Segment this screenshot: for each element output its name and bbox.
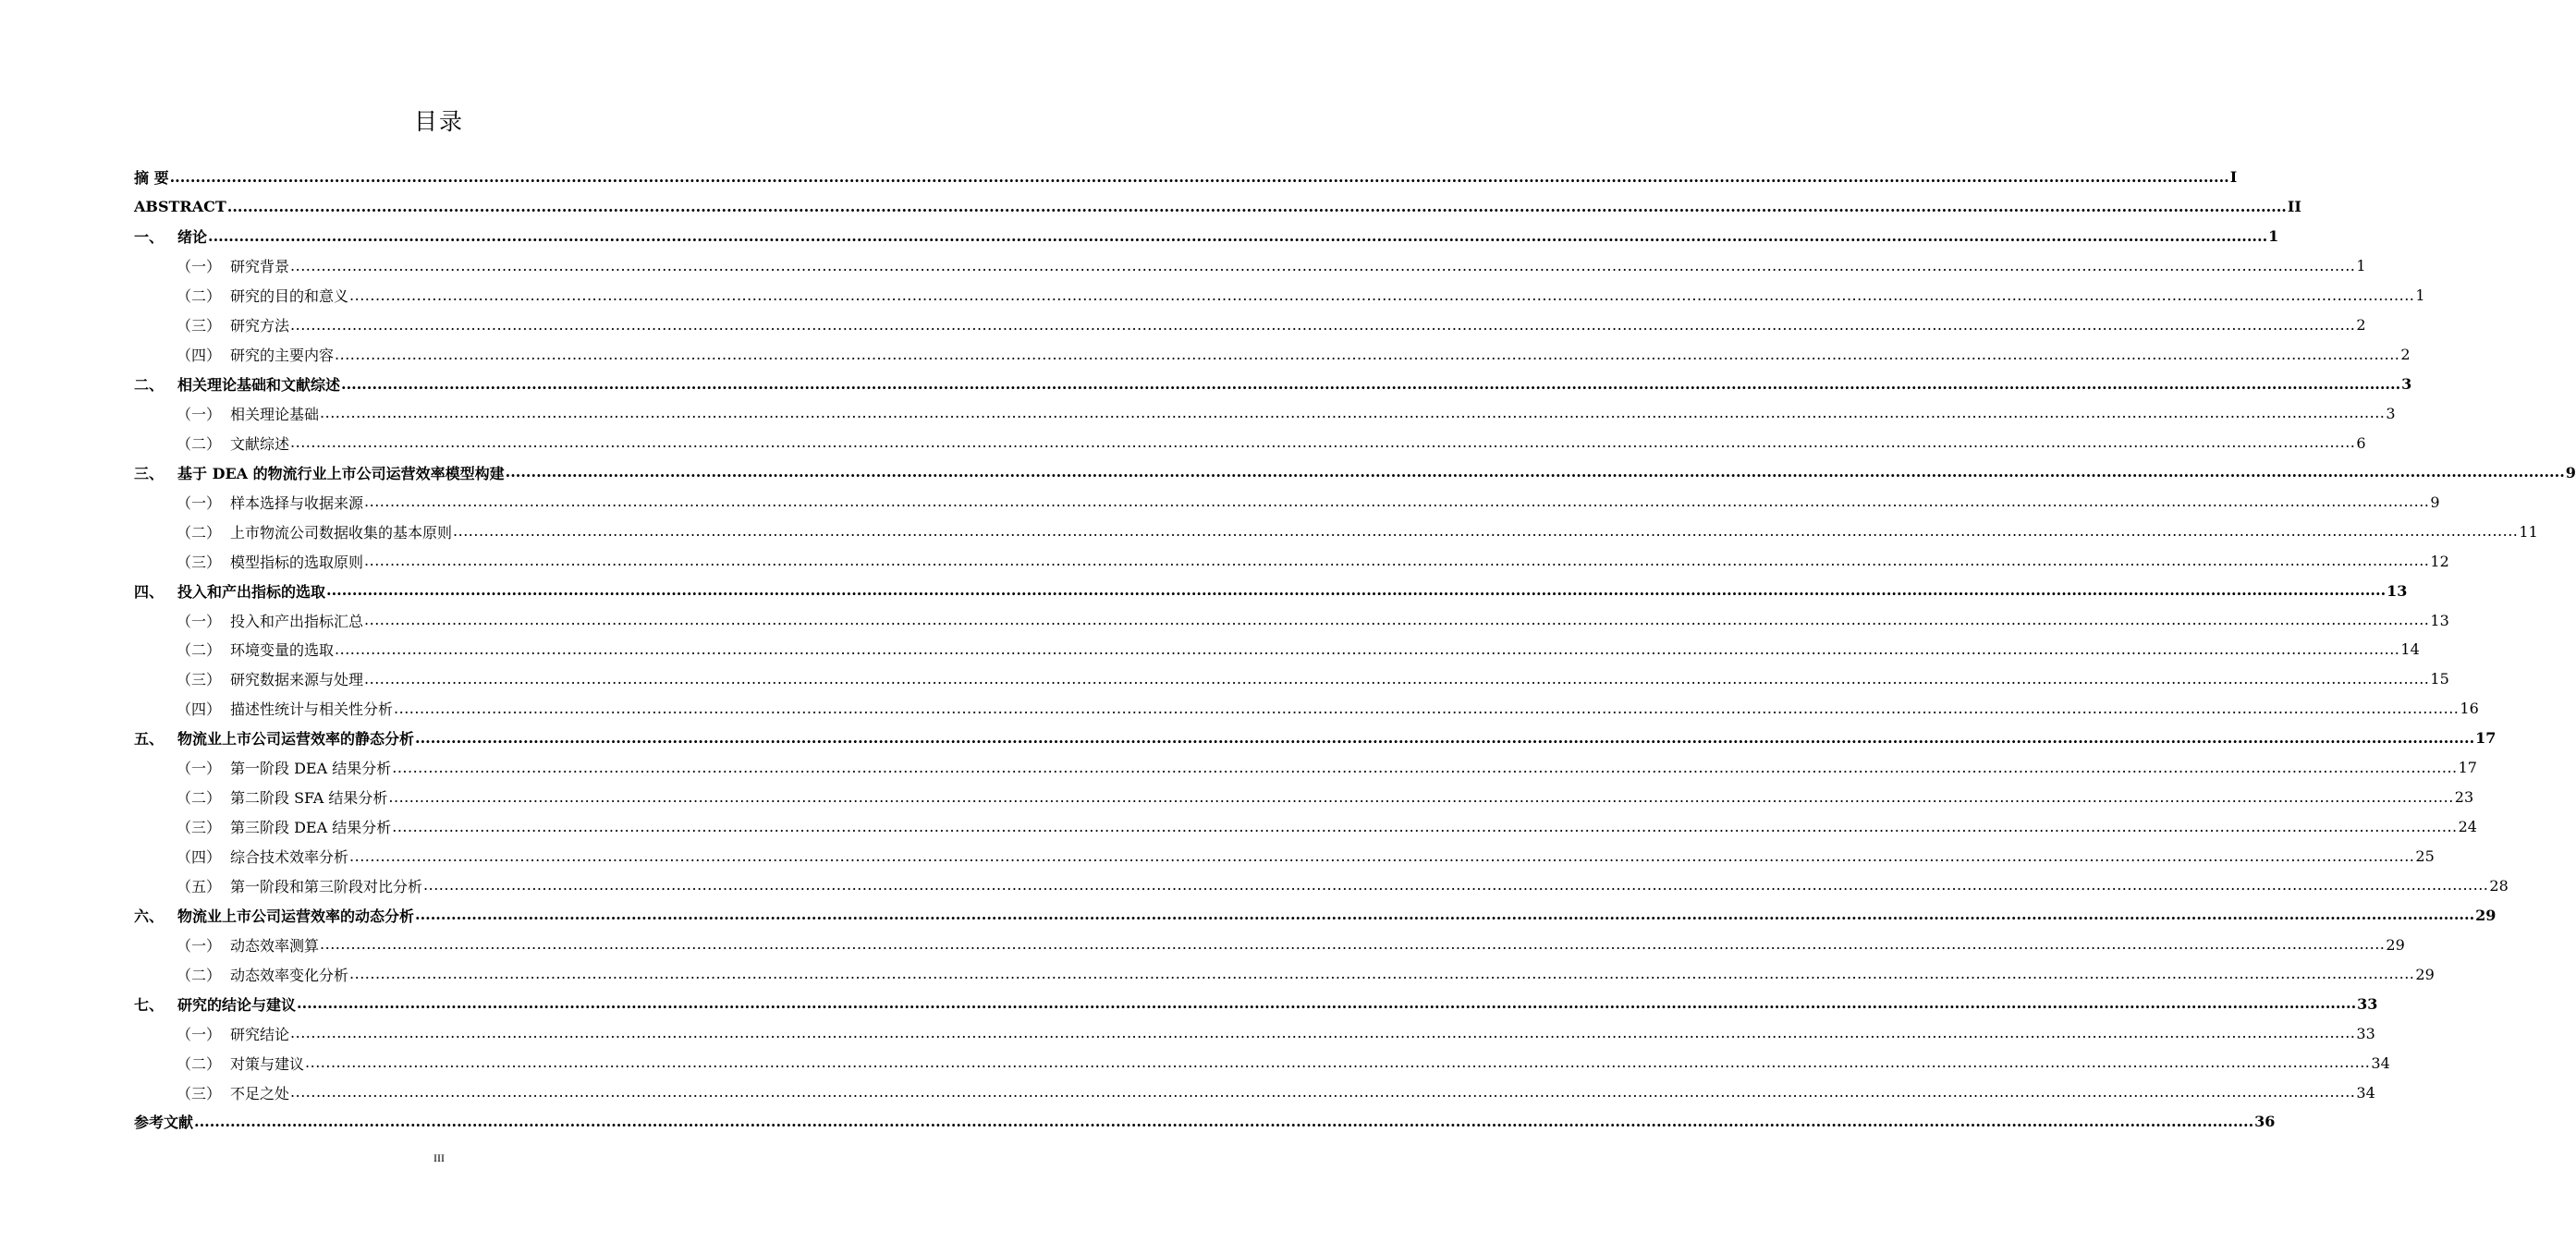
toc-leader-dots: ................................................................................................................................................................................................................................................................................................................................................................................................................ — [392, 817, 2458, 835]
toc-entry-page: 29 — [2475, 906, 2497, 924]
toc-entry-section[interactable] — [134, 959, 2435, 989]
toc-leader-dots: ................................................................................................................................................................................................................................................................................................................................................................................................................ — [290, 1083, 2356, 1102]
toc-entry-title: 第二阶段 SFA 结果分析 — [230, 789, 388, 808]
toc-entry-page: 17 — [2458, 759, 2477, 777]
toc-entry-section[interactable] — [134, 310, 2366, 340]
toc-entry-section[interactable] — [134, 783, 2474, 812]
toc-entry-page: II — [2287, 198, 2301, 216]
toc-entry-page: 28 — [2489, 876, 2509, 895]
toc-entry-page: 3 — [2401, 375, 2412, 394]
toc-entry-number: 七、 — [134, 995, 165, 1014]
toc-entry-chapter[interactable] — [134, 457, 2576, 487]
toc-leader-dots: ................................................................................................................................................................................................................................................................................................................................................................................................................ — [349, 965, 2415, 983]
toc-entry-title: 第一阶段和第三阶段对比分析 — [230, 877, 423, 895]
toc-entry-title: ABSTRACT — [134, 198, 226, 216]
toc-leader-dots: ................................................................................................................................................................................................................................................................................................................................................................................................................ — [290, 315, 2356, 334]
toc-entry-chapter[interactable] — [134, 900, 2497, 930]
toc-entry-number: （二） — [177, 287, 222, 306]
toc-entry-section[interactable] — [134, 930, 2405, 959]
toc-entry-number: （二） — [177, 523, 222, 542]
toc-entry-page: 29 — [2386, 935, 2405, 954]
toc-entry-chapter[interactable] — [134, 222, 2279, 251]
toc-entry-title: 相关理论基础和文献综述 — [177, 376, 341, 395]
toc-entry-number: （二） — [177, 434, 222, 453]
toc-entry-number: （三） — [177, 553, 222, 571]
toc-entry-title: 第三阶段 DEA 结果分析 — [230, 819, 392, 837]
toc-entry-page: 29 — [2415, 965, 2435, 983]
toc-entry-title: 研究背景 — [230, 258, 290, 276]
toc-leader-dots: ................................................................................................................................................................................................................................................................................................................................................................................................................ — [349, 846, 2415, 865]
toc-leader-dots: ................................................................................................................................................................................................................................................................................................................................................................................................................ — [305, 1053, 2371, 1072]
toc-entry-section[interactable] — [134, 1048, 2390, 1078]
toc-entry-chapter[interactable] — [134, 370, 2412, 399]
toc-entry-chapter[interactable] — [134, 163, 2238, 192]
toc-entry-title: 物流业上市公司运营效率的动态分析 — [177, 907, 415, 925]
toc-leader-dots: ................................................................................................................................................................................................................................................................................................................................................................................................................ — [208, 226, 2268, 245]
toc-entry-number: （一） — [177, 405, 222, 423]
toc-entry-title: 研究数据来源与处理 — [230, 671, 364, 689]
toc-entry-page: 9 — [2430, 493, 2440, 511]
toc-leader-dots: ................................................................................................................................................................................................................................................................................................................................................................................................................ — [453, 522, 2519, 541]
toc-leader-dots: ................................................................................................................................................................................................................................................................................................................................................................................................................ — [423, 876, 2489, 895]
toc-entry-title: 样本选择与收据来源 — [230, 493, 364, 512]
toc-entry-title: 综合技术效率分析 — [230, 848, 349, 867]
toc-leader-dots: ................................................................................................................................................................................................................................................................................................................................................................................................................ — [415, 728, 2475, 747]
toc-entry-page: 2 — [2400, 346, 2411, 364]
toc-entry-page: 33 — [2357, 994, 2378, 1013]
toc-entry-title: 环境变量的选取 — [230, 641, 335, 660]
toc-entry-title: 摘 要 — [134, 169, 169, 188]
toc-entry-page: 24 — [2458, 818, 2477, 836]
toc-leader-dots: ................................................................................................................................................................................................................................................................................................................................................................................................................ — [335, 345, 2400, 363]
toc-entry-page: 2 — [2356, 316, 2366, 335]
toc-entry-chapter[interactable] — [134, 192, 2301, 222]
toc-entry-number: （四） — [177, 700, 222, 719]
toc-leader-dots: ................................................................................................................................................................................................................................................................................................................................................................................................................ — [290, 1024, 2356, 1042]
toc-entry-title: 投入和产出指标汇总 — [230, 612, 364, 630]
toc-entry-section[interactable] — [134, 1078, 2375, 1107]
toc-entry-section[interactable] — [134, 281, 2425, 310]
toc-entry-number: （二） — [177, 789, 222, 808]
toc-entry-title: 动态效率测算 — [230, 936, 320, 955]
toc-entry-number: 六、 — [134, 907, 165, 925]
toc-leader-dots: ................................................................................................................................................................................................................................................................................................................................................................................................................ — [364, 669, 2430, 688]
table-of-contents — [134, 163, 2576, 1137]
toc-leader-dots: ................................................................................................................................................................................................................................................................................................................................................................................................................ — [349, 286, 2415, 304]
toc-entry-title: 绪论 — [177, 228, 208, 247]
toc-entry-page: 9 — [2565, 463, 2576, 481]
toc-entry-section[interactable] — [134, 340, 2411, 370]
toc-entry-page: 3 — [2386, 404, 2396, 422]
toc-entry-number: （一） — [177, 760, 222, 778]
toc-entry-chapter[interactable] — [134, 989, 2378, 1018]
toc-entry-section[interactable] — [134, 753, 2477, 783]
toc-entry-number: （一） — [177, 1025, 222, 1043]
toc-entry-number: （二） — [177, 966, 222, 984]
toc-leader-dots: ................................................................................................................................................................................................................................................................................................................................................................................................................ — [335, 639, 2400, 658]
toc-entry-page: 6 — [2356, 433, 2366, 452]
toc-entry-number: （四） — [177, 848, 222, 867]
toc-entry-page: 34 — [2356, 1083, 2375, 1102]
toc-entry-title: 研究的目的和意义 — [230, 287, 349, 306]
toc-entry-title: 上市物流公司数据收集的基本原则 — [230, 523, 453, 542]
toc-entry-page: 15 — [2430, 670, 2449, 688]
toc-entry-section[interactable] — [134, 251, 2366, 281]
toc-entry-title: 基于 DEA 的物流行业上市公司运营效率模型构建 — [177, 464, 505, 482]
toc-leader-dots: ................................................................................................................................................................................................................................................................................................................................................................................................................ — [364, 493, 2430, 511]
toc-entry-number: （三） — [177, 1084, 222, 1102]
toc-entry-section[interactable] — [134, 694, 2479, 724]
toc-entry-title: 研究结论 — [230, 1025, 290, 1043]
toc-entry-number: （三） — [177, 317, 222, 335]
toc-entry-page: I — [2229, 168, 2238, 187]
toc-entry-number: （一） — [177, 493, 222, 512]
toc-entry-chapter[interactable] — [134, 724, 2497, 753]
toc-leader-dots: ................................................................................................................................................................................................................................................................................................................................................................................................................ — [326, 581, 2387, 600]
toc-leader-dots: ................................................................................................................................................................................................................................................................................................................................................................................................................ — [394, 699, 2460, 717]
toc-entry-title: 第一阶段 DEA 结果分析 — [230, 760, 392, 778]
toc-entry-section[interactable] — [134, 487, 2440, 517]
toc-entry-title: 研究的结论与建议 — [177, 995, 297, 1014]
toc-entry-number: （三） — [177, 819, 222, 837]
toc-entry-section[interactable] — [134, 399, 2396, 429]
toc-entry-section[interactable] — [134, 546, 2449, 576]
toc-entry-page: 33 — [2356, 1024, 2375, 1042]
page-title: 目录 — [413, 108, 464, 135]
toc-entry-section[interactable] — [134, 842, 2435, 871]
toc-entry-section[interactable] — [134, 517, 2538, 546]
toc-entry-title: 研究的主要内容 — [230, 347, 335, 365]
toc-leader-dots: ................................................................................................................................................................................................................................................................................................................................................................................................................ — [320, 935, 2386, 954]
toc-entry-title: 不足之处 — [230, 1084, 290, 1102]
toc-entry-section[interactable] — [134, 812, 2477, 842]
toc-entry-number: 二、 — [134, 376, 165, 395]
toc-entry-number: 三、 — [134, 464, 165, 482]
toc-entry-chapter[interactable] — [134, 576, 2408, 605]
toc-entry-number: 五、 — [134, 730, 165, 749]
toc-entry-page: 1 — [2415, 286, 2425, 305]
toc-leader-dots: ................................................................................................................................................................................................................................................................................................................................................................................................................ — [364, 611, 2430, 629]
toc-leader-dots: ................................................................................................................................................................................................................................................................................................................................................................................................................ — [194, 1112, 2254, 1130]
toc-leader-dots: ................................................................................................................................................................................................................................................................................................................................................................................................................ — [290, 256, 2356, 274]
toc-entry-number: 一、 — [134, 228, 165, 247]
toc-entry-page: 13 — [2430, 611, 2449, 629]
toc-leader-dots: ................................................................................................................................................................................................................................................................................................................................................................................................................ — [290, 433, 2356, 452]
toc-entry-title: 文献综述 — [230, 434, 290, 453]
toc-entry-number: （一） — [177, 258, 222, 276]
toc-entry-number: （一） — [177, 936, 222, 955]
toc-entry-page: 17 — [2475, 729, 2497, 748]
toc-entry-title: 研究方法 — [230, 317, 290, 335]
toc-entry-title: 描述性统计与相关性分析 — [230, 700, 394, 719]
toc-entry-number: （五） — [177, 877, 222, 895]
toc-leader-dots: ................................................................................................................................................................................................................................................................................................................................................................................................................ — [320, 404, 2386, 422]
toc-entry-page: 25 — [2415, 847, 2435, 866]
toc-entry-title: 对策与建议 — [230, 1054, 305, 1073]
toc-entry-number: （一） — [177, 612, 222, 630]
toc-entry-page: 13 — [2387, 581, 2408, 600]
toc-entry-title: 参考文献 — [134, 1114, 194, 1132]
toc-entry-title: 动态效率变化分析 — [230, 966, 349, 984]
toc-entry-number: （三） — [177, 671, 222, 689]
toc-entry-page: 23 — [2454, 788, 2474, 807]
toc-entry-number: （二） — [177, 641, 222, 660]
toc-entry-title: 相关理论基础 — [230, 405, 320, 423]
toc-entry-page: 14 — [2400, 640, 2420, 659]
toc-leader-dots: ................................................................................................................................................................................................................................................................................................................................................................................................................ — [341, 374, 2401, 393]
toc-entry-page: 36 — [2254, 1113, 2276, 1131]
page-number-footer: III — [433, 1151, 445, 1164]
toc-entry-number: （四） — [177, 347, 222, 365]
toc-leader-dots: ................................................................................................................................................................................................................................................................................................................................................................................................................ — [392, 758, 2458, 776]
toc-leader-dots: ................................................................................................................................................................................................................................................................................................................................................................................................................ — [226, 197, 2287, 215]
toc-entry-section[interactable] — [134, 664, 2449, 694]
toc-entry-page: 1 — [2356, 257, 2366, 275]
toc-leader-dots: ................................................................................................................................................................................................................................................................................................................................................................................................................ — [169, 167, 2229, 186]
toc-entry-section[interactable] — [134, 635, 2420, 664]
toc-entry-number: 四、 — [134, 582, 165, 601]
toc-entry-title: 模型指标的选取原则 — [230, 553, 364, 571]
toc-entry-section[interactable] — [134, 605, 2449, 635]
toc-entry-title: 投入和产出指标的选取 — [177, 582, 326, 601]
toc-entry-page: 34 — [2371, 1053, 2390, 1072]
toc-entry-section[interactable] — [134, 1018, 2375, 1048]
toc-entry-section[interactable] — [134, 871, 2509, 901]
toc-entry-page: 1 — [2268, 227, 2279, 246]
toc-leader-dots: ................................................................................................................................................................................................................................................................................................................................................................................................................ — [388, 787, 2454, 806]
toc-entry-page: 12 — [2430, 552, 2449, 570]
toc-leader-dots: ................................................................................................................................................................................................................................................................................................................................................................................................................ — [297, 994, 2357, 1013]
toc-entry-page: 11 — [2519, 522, 2538, 541]
toc-leader-dots: ................................................................................................................................................................................................................................................................................................................................................................................................................ — [505, 463, 2565, 481]
toc-entry-title: 物流业上市公司运营效率的静态分析 — [177, 730, 415, 749]
toc-entry-number: （二） — [177, 1054, 222, 1073]
toc-leader-dots: ................................................................................................................................................................................................................................................................................................................................................................................................................ — [415, 906, 2475, 924]
toc-entry-page: 16 — [2460, 700, 2479, 718]
toc-leader-dots: ................................................................................................................................................................................................................................................................................................................................................................................................................ — [364, 552, 2430, 570]
toc-entry-chapter[interactable] — [134, 1107, 2276, 1137]
toc-entry-section[interactable] — [134, 428, 2366, 457]
